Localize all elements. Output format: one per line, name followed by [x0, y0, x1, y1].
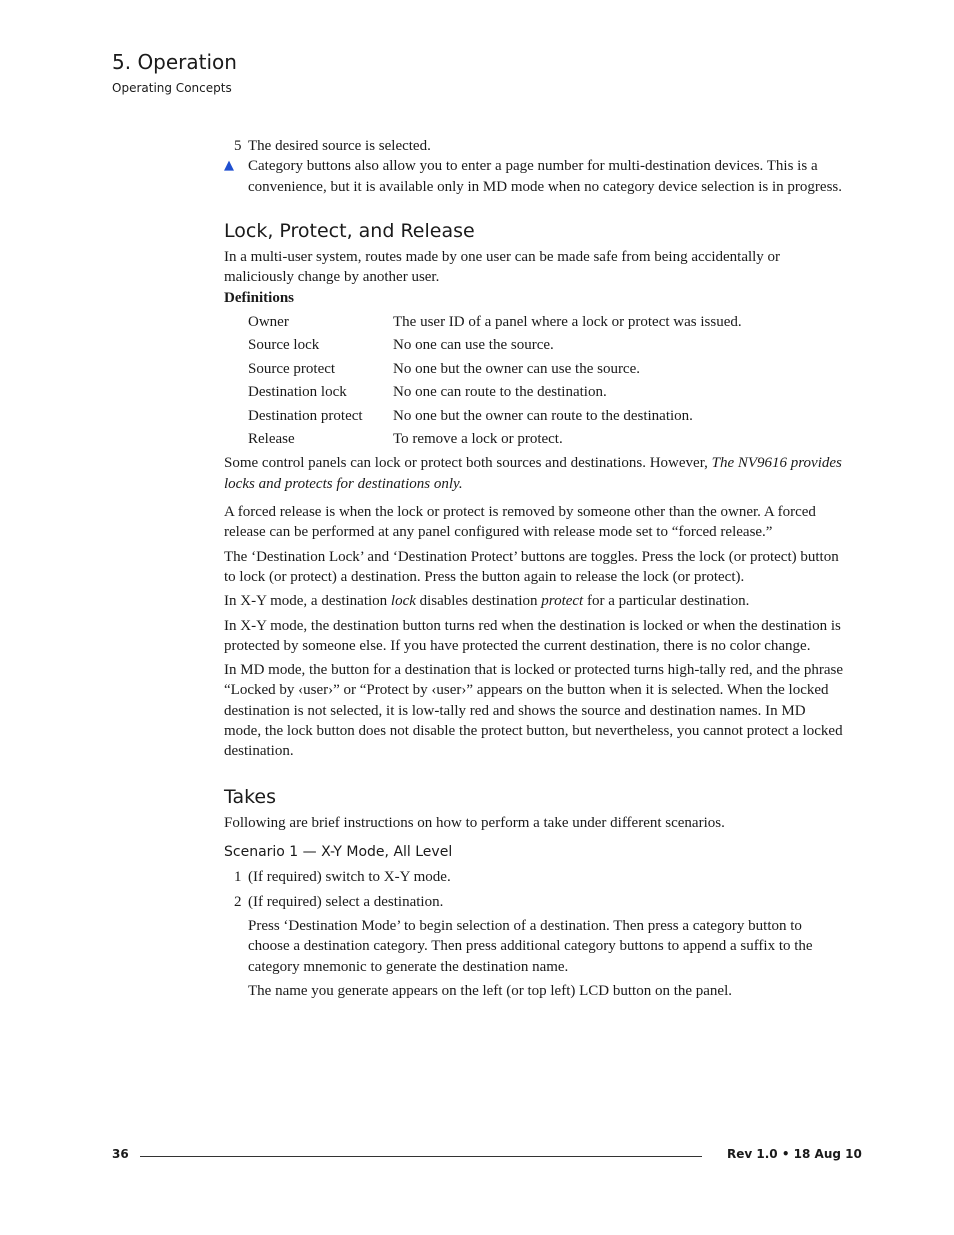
- p1-italic: The NV9616 provides locks and protects for destinations only.: [224, 455, 842, 492]
- definition-description: No one but the owner can use the source.: [393, 360, 641, 377]
- note-paragraph: [224, 156, 844, 197]
- definition-row: [248, 359, 742, 382]
- p4-italic-protect: protect: [541, 593, 584, 610]
- note-text: Category buttons also allow you to enter a page number for multi-destination devices. This is a convenience, but it is available only in MD mode when no category device selection is in progress.: [248, 158, 843, 195]
- definitions-label: Definitions: [224, 289, 295, 306]
- chapter-title: 5. Operation: [112, 50, 237, 74]
- takes-step-1: [224, 867, 844, 887]
- definition-term: Source protect: [248, 360, 336, 377]
- takes-step-2: [224, 892, 844, 912]
- section-subtitle: Operating Concepts: [112, 81, 232, 95]
- definition-term: Owner: [248, 314, 289, 331]
- definition-row: [248, 312, 742, 335]
- definition-description: No one can use the source.: [393, 337, 554, 354]
- definition-row: [248, 429, 742, 452]
- definition-description: No one but the owner can route to the destination.: [393, 407, 693, 424]
- p4-text-a: In X-Y mode, a destination: [224, 593, 391, 610]
- lock-paragraph-3: The ‘Destination Lock’ and ‘Destination Protect’ buttons are toggles. Press the lock (or protect) button to lock (or protect) a destination. Press the button again to release the lock (or protect).: [224, 548, 839, 585]
- takes-step-2-note: The name you generate appears on the left (or top left) LCD button on the panel.: [248, 982, 732, 999]
- p1-text: Some control panels can lock or protect both sources and destinations. However,: [224, 455, 712, 472]
- definition-term: Source lock: [248, 337, 320, 354]
- lock-paragraph-6: In MD mode, the button for a destination that is locked or protected turns high-tally red, and the phrase “Locked by ‹user›” or “Protect by ‹user›” appears on the button when it is selected. When the locked destination is not selected, it is low-tally red and shows the source and destination names. In MD mode, the lock button does not disable the protect button, but nevertheless, you cannot protect a locked destination.: [224, 662, 844, 760]
- definition-row: [248, 382, 742, 405]
- takes-intro: Following are brief instructions on how to perform a take under different scenarios.: [224, 814, 725, 831]
- step-text: The desired source is selected.: [248, 138, 431, 154]
- p4-text-e: for a particular destination.: [583, 593, 750, 610]
- footer-rule: [140, 1156, 702, 1157]
- definitions-table: [248, 312, 742, 452]
- definition-term: Destination lock: [248, 384, 347, 401]
- main-content: [224, 136, 844, 1001]
- step-text: (If required) switch to X-Y mode.: [248, 869, 451, 886]
- definition-description: The user ID of a panel where a lock or protect was issued.: [393, 314, 742, 331]
- heading-lock-protect-release: Lock, Protect, and Release: [224, 219, 475, 242]
- scenario-1-heading: Scenario 1 — X-Y Mode, All Level: [224, 844, 453, 861]
- definition-description: No one can route to the destination.: [393, 384, 607, 401]
- step-number: 5: [234, 138, 242, 154]
- lock-intro: In a multi-user system, routes made by one user can be made safe from being accidentally or maliciously change by another user.: [224, 249, 781, 286]
- lock-paragraph-5: In X-Y mode, the destination button turns red when the destination is locked or when the destination is protected by someone else. If you have protected the current destination, there is no color change.: [224, 617, 841, 654]
- revision-label: Rev 1.0 • 18 Aug 10: [727, 1147, 862, 1161]
- page-number: 36: [112, 1147, 129, 1161]
- step-number: 2: [234, 893, 242, 910]
- definition-description: To remove a lock or protect.: [393, 431, 563, 448]
- lock-paragraph-1: [224, 453, 844, 494]
- step-5: [224, 136, 844, 156]
- heading-takes: Takes: [224, 785, 277, 808]
- definition-term: Release: [248, 431, 295, 448]
- p4-text-c: disables destination: [415, 593, 542, 610]
- step-text: (If required) select a destination.: [248, 893, 444, 910]
- lock-paragraph-2: A forced release is when the lock or protect is removed by someone other than the owner. A forced release can be performed at any panel configured with release mode set to “forced release.”: [224, 504, 816, 541]
- definition-row: [248, 406, 742, 429]
- p4-italic-lock: lock: [390, 593, 416, 610]
- definition-row: [248, 335, 742, 358]
- lock-paragraph-4: [224, 591, 844, 611]
- step-number: 1: [234, 869, 242, 886]
- triangle-note-icon: ▲: [224, 158, 234, 174]
- definition-term: Destination protect: [248, 407, 363, 424]
- takes-step-2-detail: Press ‘Destination Mode’ to begin selection of a destination. Then press a category button to choose a destination category. Then press additional category buttons to append a suffix to the category mnemonic to generate the destination name.: [248, 918, 813, 975]
